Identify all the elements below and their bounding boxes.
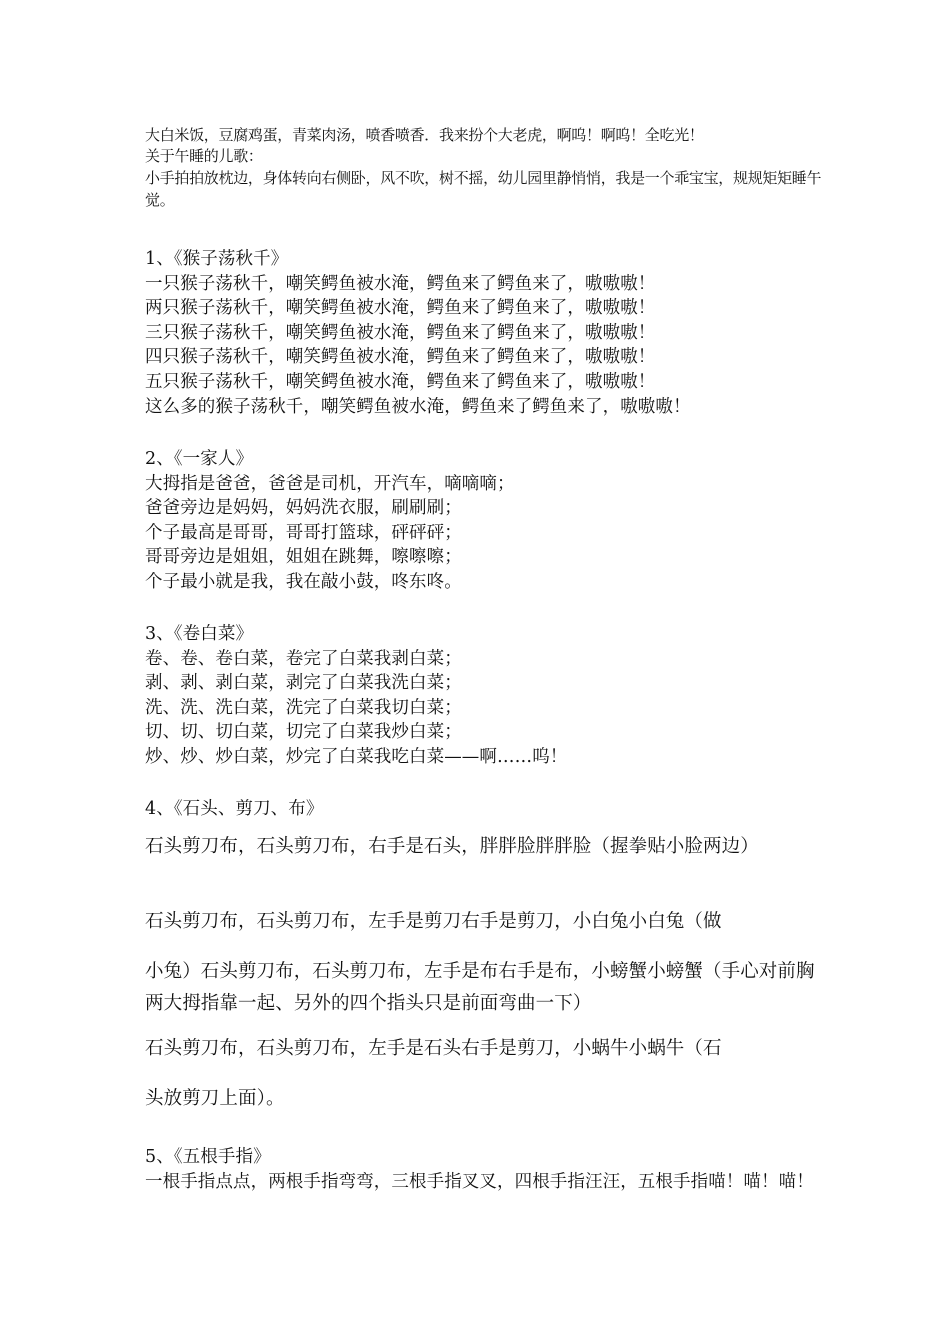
intro-line-nap-rhyme: 小手拍拍放枕边，身体转向右侧卧，风不吹，树不摇，幼儿园里静悄悄，我是一个乖宝宝，规规矩矩睡午觉。 xyxy=(145,169,822,209)
song-rps-verse-rock xyxy=(145,831,817,863)
song-line: 爸爸旁边是妈妈，妈妈洗衣服，刷刷刷； xyxy=(145,498,462,519)
song-line: 洗、洗、洗白菜，洗完了白菜我切白菜； xyxy=(145,697,462,718)
song-rps-verse-paper xyxy=(145,956,817,1020)
song-family xyxy=(145,447,835,595)
song-paragraph: 石头剪刀布，石头剪刀布，左手是石头右手是剪刀，小蜗牛小蜗牛（石 xyxy=(145,1038,722,1059)
song-line: 卷、卷、卷白菜，卷完了白菜我剥白菜； xyxy=(145,648,462,669)
song-line: 四只猴子荡秋千，嘲笑鳄鱼被水淹，鳄鱼来了鳄鱼来了，嗷嗷嗷！ xyxy=(145,347,656,368)
song-title: 1、《猴子荡秋千》 xyxy=(145,249,289,269)
song-line: 两只猴子荡秋千，嘲笑鳄鱼被水淹，鳄鱼来了鳄鱼来了，嗷嗷嗷！ xyxy=(145,298,656,319)
song-title: 5、《五根手指》 xyxy=(145,1147,271,1167)
song-rps-verse-scissors xyxy=(145,906,817,938)
song-monkey-swing xyxy=(145,247,835,419)
song-paragraph: 头放剪刀上面）。 xyxy=(145,1088,285,1109)
song-title: 3、《卷白菜》 xyxy=(145,624,254,644)
intro-line-nap-heading: 关于午睡的儿歌： xyxy=(145,147,263,165)
intro-section xyxy=(145,125,825,211)
song-line: 炒、炒、炒白菜，炒完了白菜我吃白菜——啊……呜！ xyxy=(145,746,568,767)
song-line: 个子最小就是我，我在敲小鼓，咚东咚。 xyxy=(145,571,462,592)
song-line: 哥哥旁边是姐姐，姐姐在跳舞，嚓嚓嚓； xyxy=(145,547,462,568)
song-title: 4、《石头、剪刀、布》 xyxy=(145,799,324,819)
song-line: 剥、剥、剥白菜，剥完了白菜我洗白菜； xyxy=(145,673,462,694)
song-line: 三只猴子荡秋千，嘲笑鳄鱼被水淹，鳄鱼来了鳄鱼来了，嗷嗷嗷！ xyxy=(145,322,656,343)
song-five-fingers xyxy=(145,1145,835,1194)
song-line: 一只猴子荡秋千，嘲笑鳄鱼被水淹，鳄鱼来了鳄鱼来了，嗷嗷嗷！ xyxy=(145,273,656,294)
song-line: 切、切、切白菜，切完了白菜我炒白菜； xyxy=(145,722,462,743)
song-line: 一根手指点点，两根手指弯弯，三根手指叉叉，四根手指汪汪，五根手指喵！喵！喵！ xyxy=(145,1171,814,1192)
song-line: 个子最高是哥哥，哥哥打篮球，砰砰砰； xyxy=(145,522,462,543)
song-paragraph: 石头剪刀布，石头剪刀布，左手是剪刀右手是剪刀，小白兔小白兔（做 xyxy=(145,911,722,932)
song-line: 大拇指是爸爸，爸爸是司机，开汽车，嘀嘀嘀； xyxy=(145,473,515,494)
song-line: 五只猴子荡秋千，嘲笑鳄鱼被水淹，鳄鱼来了鳄鱼来了，嗷嗷嗷！ xyxy=(145,371,656,392)
song-line: 这么多的猴子荡秋千，嘲笑鳄鱼被水淹，鳄鱼来了鳄鱼来了，嗷嗷嗷！ xyxy=(145,396,691,417)
song-rps-verse-end xyxy=(145,1083,817,1115)
document-page xyxy=(145,0,835,1344)
song-paragraph: 石头剪刀布，石头剪刀布，右手是石头，胖胖脸胖胖脸（握拳贴小脸两边） xyxy=(145,836,759,857)
song-rock-paper-scissors-title-block xyxy=(145,797,835,822)
song-roll-cabbage xyxy=(145,622,835,770)
intro-line-meal: 大白米饭，豆腐鸡蛋，青菜肉汤，喷香喷香．我来扮个大老虎，啊呜！啊呜！全吃光！ xyxy=(145,126,704,144)
song-paragraph: 小兔）石头剪刀布，石头剪刀布，左手是布右手是布，小螃蟹小螃蟹（手心对前胸两大拇指靠一起、另外的四个指头只是前面弯曲一下） xyxy=(145,961,815,1014)
song-rps-verse-snail xyxy=(145,1033,817,1065)
song-title: 2、《一家人》 xyxy=(145,449,254,469)
